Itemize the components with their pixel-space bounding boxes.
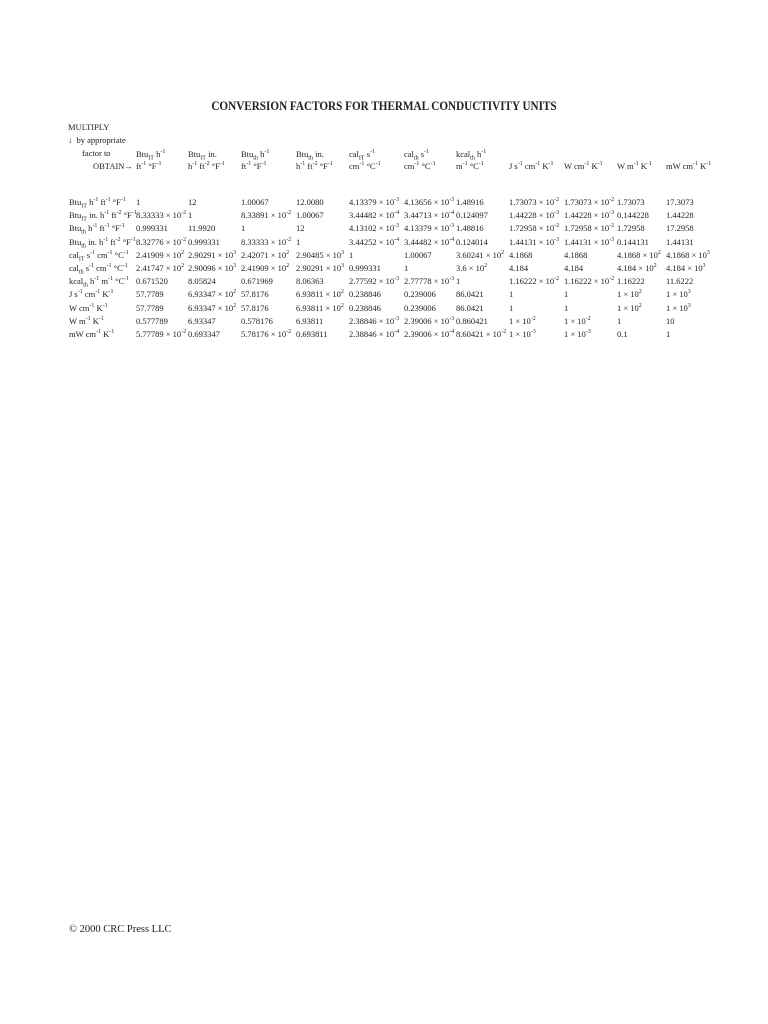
- table-cell: 0.144228: [617, 210, 649, 221]
- table-cell: 12: [296, 223, 305, 234]
- table-cell: 11.9920: [188, 223, 216, 234]
- table-cell: $4.1868 \times 10^3$: [666, 249, 710, 260]
- row-label: kcal$_{th}$ $h^{-1}$ $m^{-1}$ $^\circ C^{-1}$: [69, 276, 130, 289]
- table-row: [0, 263, 768, 276]
- table-cell: 11.6222: [666, 276, 694, 287]
- table-cell: 1: [188, 210, 193, 221]
- table-cell: $5.78176 \times 10^{-2}$: [241, 329, 292, 339]
- table-cell: 0.144131: [617, 236, 649, 247]
- table-row: [0, 303, 768, 316]
- table-cell: 4.184: [509, 263, 529, 273]
- table-row: [0, 223, 768, 236]
- by-appropriate-label: ↓ by appropriate: [68, 135, 126, 145]
- row-label: Btu$_{th}$ in. $h^{-1}$ $ft^{-2}$ $^\circ F^{-1}$: [69, 236, 136, 250]
- table-cell: 0.124097: [456, 210, 488, 221]
- column-header: W $cm^{-1}$ $K^{-1}$: [564, 161, 603, 171]
- table-cell: 1: [456, 276, 461, 287]
- table-cell: 0.577789: [136, 315, 168, 326]
- copyright-footer: © 2000 CRC Press LLC: [69, 924, 172, 935]
- table-cell: $4.184 \times 10^3$: [666, 263, 706, 273]
- table-cell: 1.16222: [617, 276, 645, 287]
- table-cell: $2.90291 \times 10^3$: [296, 263, 345, 273]
- table-cell: 0.238846: [349, 302, 381, 313]
- table-cell: 12.0080: [296, 197, 324, 207]
- table-cell: 6.93347: [188, 315, 216, 326]
- row-label: mW $cm^{-1}$ $K^{-1}$: [69, 329, 115, 339]
- table-cell: $3.44252 \times 10^{-4}$: [349, 236, 400, 247]
- table-cell: 1.00067: [241, 197, 269, 207]
- table-cell: 1: [564, 302, 569, 313]
- table-cell: 1: [136, 197, 141, 207]
- arrow-down-icon: ↓: [68, 135, 73, 145]
- obtain-label: OBTAIN→: [93, 161, 133, 171]
- table-row: [0, 197, 768, 210]
- table-cell: $1.44131 \times 10^{-3}$: [509, 236, 560, 247]
- table-cell: $8.33891 \times 10^{-2}$: [241, 210, 292, 221]
- row-label: Btu$_{th}$ $h^{-1}$ $ft^{-1}$ $^\circ F^{-1}$: [69, 223, 125, 237]
- table-cell: 4.184: [564, 263, 584, 273]
- table-cell: 17.2958: [666, 223, 694, 234]
- table-cell: $8.32776 \times 10^{-2}$: [136, 236, 187, 247]
- table-cell: 1.73073: [617, 197, 645, 207]
- table-cell: $1.16222 \times 10^{-2}$: [564, 276, 615, 287]
- table-cell: $4.13102 \times 10^{-3}$: [349, 223, 400, 234]
- row-label: cal$_{th}$ $s^{-1}$ $cm^{-1}$ $^\circ C^{-1}$: [69, 263, 128, 276]
- table-cell: 0.124014: [456, 236, 488, 247]
- table-cell: 0.671969: [241, 276, 273, 287]
- table-cell: $3.6 \times 10^2$: [456, 263, 488, 273]
- table-cell: $4.13379 \times 10^{-3}$: [404, 223, 455, 234]
- table-cell: $1.72958 \times 10^{-2}$: [509, 223, 560, 234]
- table-cell: 1.44131: [666, 236, 694, 247]
- table-cell: 1.48916: [456, 197, 484, 207]
- table-cell: $1.73073 \times 10^{-2}$: [509, 197, 560, 207]
- page-title: CONVERSION FACTORS FOR THERMAL CONDUCTIVITY UNITS: [211, 98, 557, 113]
- multiply-label: MULTIPLY: [68, 122, 110, 132]
- table-cell: $2.90096 \times 10^3$: [188, 263, 237, 273]
- table-cell: 1: [617, 315, 622, 326]
- table-cell: 86.0421: [456, 289, 484, 300]
- table-cell: $8.60421 \times 10^{-2}$: [456, 329, 507, 339]
- factor-to-label: factor to: [82, 148, 111, 158]
- table-cell: 0.693347: [188, 329, 220, 339]
- row-label: cal$_{IT}$ $s^{-1}$ $cm^{-1}$ $^\circ C^{-1}$: [69, 249, 129, 263]
- table-corner-header: [68, 121, 133, 173]
- row-label: W $cm^{-1}$ $K^{-1}$: [69, 302, 108, 313]
- table-cell: 0.578176: [241, 315, 273, 326]
- table-cell: $4.184 \times 10^2$: [617, 263, 657, 273]
- table-cell: $3.60241 \times 10^2$: [456, 249, 505, 260]
- row-label: J $s^{-1}$ $cm^{-1}$ $K^{-1}$: [69, 289, 114, 300]
- table-cell: 86.0421: [456, 302, 484, 313]
- column-header: kcal$_{th}$ $h^{-1}$ $m^{-1}$ $^\circ C^{-1}$: [456, 149, 487, 171]
- table-cell: $1.44131 \times 10^{-3}$: [564, 236, 615, 247]
- table-cell: 1: [404, 263, 409, 273]
- table-cell: 17.3073: [666, 197, 694, 207]
- table-cell: 10: [666, 315, 675, 326]
- table-cell: $1.73073 \times 10^{-2}$: [564, 197, 615, 207]
- table-cell: $1 \times 10^3$: [666, 302, 691, 313]
- table-cell: 57.8176: [241, 302, 269, 313]
- table-cell: $2.41909 \times 10^2$: [136, 249, 185, 260]
- table-cell: 4.1868: [564, 249, 588, 260]
- column-header: W $m^{-1}$ $K^{-1}$: [617, 161, 652, 171]
- table-cell: $2.38846 \times 10^{-4}$: [349, 329, 400, 339]
- table-cell: 0.671520: [136, 276, 168, 287]
- table-cell: 6.93811: [296, 315, 324, 326]
- table-cell: 57.8176: [241, 289, 269, 300]
- table-cell: 0.1: [617, 329, 628, 339]
- table-cell: $1 \times 10^{-2}$: [564, 315, 591, 326]
- table-cell: $6.93347 \times 10^2$: [188, 302, 237, 313]
- table-cell: $6.93811 \times 10^2$: [296, 289, 344, 300]
- column-header: cal$_{IT}$ $s^{-1}$ $cm^{-1}$ $^\circ C^{-1}$: [349, 149, 381, 171]
- table-cell: 4.1868: [509, 249, 533, 260]
- table-cell: 1.48816: [456, 223, 484, 234]
- table-row: [0, 210, 768, 223]
- table-cell: $2.41747 \times 10^2$: [136, 263, 185, 273]
- table-cell: 1: [296, 236, 301, 247]
- table-cell: 1: [509, 289, 514, 300]
- table-cell: $4.13379 \times 10^{-3}$: [349, 197, 400, 207]
- table-cell: 1: [349, 249, 354, 260]
- table-cell: $1 \times 10^3$: [666, 289, 691, 300]
- table-cell: $2.39006 \times 10^{-4}$: [404, 329, 455, 339]
- table-cell: $2.90485 \times 10^3$: [296, 249, 345, 260]
- table-row: [0, 237, 768, 250]
- table-cell: $1.72958 \times 10^{-2}$: [564, 223, 615, 234]
- table-cell: 1.00067: [404, 249, 432, 260]
- table-cell: $8.33333 \times 10^{-2}$: [241, 236, 292, 247]
- table-cell: 8.06363: [296, 276, 324, 287]
- table-cell: 1: [241, 223, 246, 234]
- table-cell: $1 \times 10^2$: [617, 289, 642, 300]
- table-cell: $8.33333 \times 10^{-2}$: [136, 210, 187, 221]
- table-cell: $5.77789 \times 10^{-2}$: [136, 329, 187, 339]
- table-cell: $2.42071 \times 10^2$: [241, 249, 290, 260]
- table-cell: $1.44228 \times 10^{-3}$: [509, 210, 560, 221]
- row-label: Btu$_{IT}$ in. $h^{-1}$ $ft^{-2}$ $^\circ F^{-1}$: [69, 210, 137, 223]
- table-cell: 0.239006: [404, 302, 436, 313]
- row-label: Btu$_{IT}$ $h^{-1}$ $ft^{-1}$ $^\circ F^{-1}$: [69, 197, 126, 210]
- table-cell: 0.999331: [188, 236, 220, 247]
- table-row: [0, 329, 768, 342]
- table-cell: $3.44713 \times 10^{-4}$: [404, 210, 455, 221]
- table-cell: $1 \times 10^{-2}$: [509, 315, 536, 326]
- table-row: [0, 250, 768, 263]
- table-cell: $2.39006 \times 10^{-3}$: [404, 315, 455, 326]
- column-header: Btu$_{th}$ in. $h^{-1}$ $ft^{-2}$ $^\circ F^{-1}$: [296, 149, 333, 171]
- table-cell: $6.93347 \times 10^2$: [188, 289, 237, 300]
- table-cell: $2.90291 \times 10^3$: [188, 249, 237, 260]
- column-header: mW $cm^{-1}$ $K^{-1}$: [666, 161, 712, 171]
- column-header: J $s^{-1}$ $cm^{-1}$ $K^{-1}$: [509, 161, 554, 171]
- table-cell: $2.77592 \times 10^{-3}$: [349, 276, 400, 287]
- table-cell: $4.1868 \times 10^2$: [617, 249, 661, 260]
- table-cell: 1: [509, 302, 514, 313]
- table-cell: 57.7789: [136, 289, 164, 300]
- table-cell: 0.239006: [404, 289, 436, 300]
- column-header: Btu$_{th}$ $h^{-1}$ $ft^{-1}$ $^\circ F^{-1}$: [241, 149, 270, 171]
- table-cell: 57.7789: [136, 302, 164, 313]
- table-cell: $6.93811 \times 10^2$: [296, 302, 344, 313]
- table-cell: 0.999331: [136, 223, 168, 234]
- table-cell: 12: [188, 197, 197, 207]
- column-header: cal$_{th}$ $s^{-1}$ $cm^{-1}$ $^\circ C^{-1}$: [404, 149, 436, 171]
- table-cell: 0.238846: [349, 289, 381, 300]
- row-label: W $m^{-1}$ $K^{-1}$: [69, 315, 104, 326]
- table-cell: $3.44482 \times 10^{-4}$: [349, 210, 400, 221]
- table-cell: $1 \times 10^{-3}$: [509, 329, 536, 339]
- table-cell: $3.44482 \times 10^{-4}$: [404, 236, 455, 247]
- table-row: [0, 276, 768, 289]
- table-row: [0, 289, 768, 302]
- table-cell: 1.44228: [666, 210, 694, 221]
- column-header: Btu$_{IT}$ in. $h^{-1}$ $ft^{-2}$ $^\circ F^{-1}$: [188, 149, 225, 171]
- table-cell: $2.77778 \times 10^{-3}$: [404, 276, 455, 287]
- table-cell: $1.44228 \times 10^{-3}$: [564, 210, 615, 221]
- column-header: Btu$_{IT}$ $h^{-1}$ $ft^{-1}$ $^\circ F^{-1}$: [136, 149, 166, 171]
- table-cell: $1.16222 \times 10^{-2}$: [509, 276, 560, 287]
- table-cell: 8.05824: [188, 276, 216, 287]
- table-cell: 0.693811: [296, 329, 328, 339]
- table-cell: $2.38846 \times 10^{-3}$: [349, 315, 400, 326]
- table-cell: $1 \times 10^2$: [617, 302, 642, 313]
- table-cell: 1.00067: [296, 210, 324, 221]
- table-cell: 1: [666, 329, 671, 339]
- table-cell: $2.41909 \times 10^2$: [241, 263, 290, 273]
- table-cell: $4.13656 \times 10^{-3}$: [404, 197, 455, 207]
- table-cell: 0.860421: [456, 315, 488, 326]
- table-row: [0, 316, 768, 329]
- table-cell: 1: [564, 289, 569, 300]
- table-cell: 0.999331: [349, 263, 381, 273]
- table-cell: 1.72958: [617, 223, 645, 234]
- table-cell: $1 \times 10^{-3}$: [564, 329, 591, 339]
